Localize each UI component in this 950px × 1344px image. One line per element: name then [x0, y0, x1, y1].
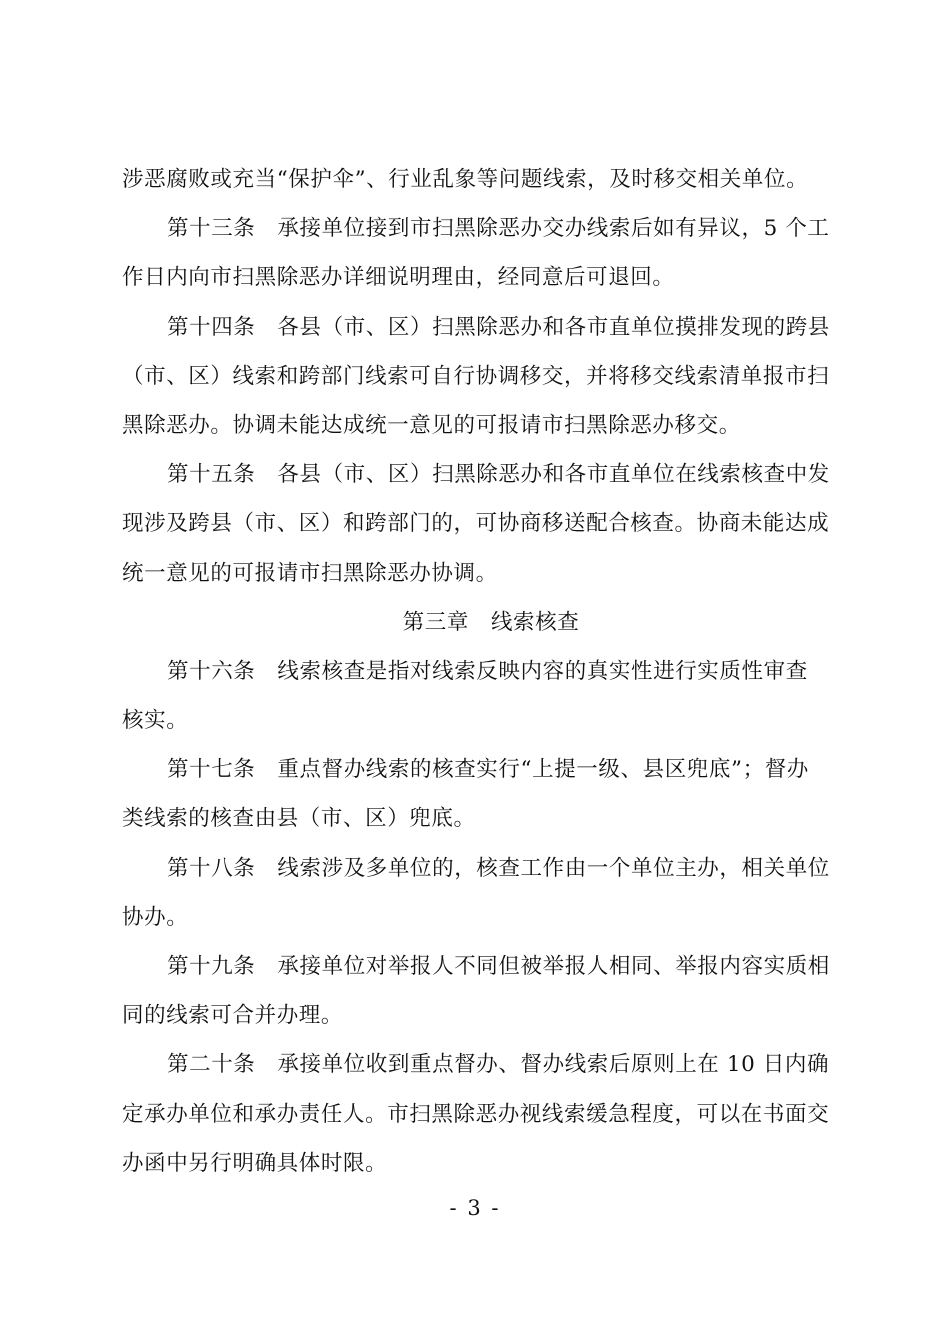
article-15-text: 各县（市、区）扫黑除恶办和各市直单位在线索核查中发 [277, 462, 830, 488]
article-19-line-2: 同的线索可合并办理。 [122, 1003, 344, 1029]
article-20-text: 承接单位收到重点督办、督办线索后原则上在 10 日内确 [277, 1052, 830, 1078]
article-14-text: 各县（市、区）扫黑除恶办和各市直单位摸排发现的跨县 [277, 314, 830, 340]
article-13-line-2: 作日内向市扫黑除恶办详细说明理由，经同意后可退回。 [122, 265, 675, 291]
article-20-line-3: 办函中另行明确具体时限。 [122, 1150, 388, 1176]
article-18-line-1 [122, 844, 832, 893]
article-19-text: 承接单位对举报人不同但被举报人相同、举报内容实质相 [277, 954, 830, 979]
article-17-text: 重点督办线索的核查实行“上提一级、县区兜底”；督办 [277, 757, 809, 783]
article-13-text: 承接单位接到市扫黑除恶办交办线索后如有异议，5 个工 [277, 216, 830, 242]
article-14-line-1 [122, 303, 832, 352]
article-16-label: 第十六条 [167, 658, 256, 684]
chapter-title: 线索核查 [490, 609, 580, 635]
article-15-line-2: 现涉及跨县（市、区）和跨部门的，可协商移送配合核查。协商未能达成 [122, 511, 830, 537]
article-15-line-3: 统一意见的可报请市扫黑除恶办协调。 [122, 560, 498, 586]
article-17-line-1 [122, 745, 832, 794]
article-14-line-2: （市、区）线索和跨部门线索可自行协调移交，并将移交线索清单报市扫 [122, 363, 830, 389]
chapter-heading [122, 598, 832, 647]
article-14-line-3: 黑除恶办。协调未能达成统一意见的可报请市扫黑除恶办移交。 [122, 412, 741, 438]
article-18-label: 第十八条 [167, 855, 256, 881]
article-19-label: 第十九条 [167, 954, 256, 979]
document-body [122, 155, 832, 1188]
article-13-line-1 [122, 204, 832, 253]
article-17-line-2: 类线索的核查由县（市、区）兜底。 [122, 806, 476, 832]
paragraph-continuation-line: 涉恶腐败或充当“保护伞”、行业乱象等问题线索，及时移交相关单位。 [122, 167, 809, 192]
article-16-line-1 [122, 647, 832, 696]
page-number: - 3 - [449, 1196, 501, 1220]
article-20-line-1 [122, 1040, 832, 1089]
article-16-text: 线索核查是指对线索反映内容的真实性进行实质性审查 [277, 658, 808, 684]
article-15-line-1 [122, 450, 832, 499]
article-20-line-2: 定承办单位和承办责任人。市扫黑除恶办视线索缓急程度，可以在书面交 [122, 1101, 830, 1127]
article-15-label: 第十五条 [167, 462, 256, 488]
article-19-line-1 [122, 942, 832, 991]
article-18-text: 线索涉及多单位的，核查工作由一个单位主办，相关单位 [277, 855, 830, 881]
article-16-line-2: 核实。 [122, 708, 189, 734]
chapter-number: 第三章 [402, 609, 469, 635]
article-20-label: 第二十条 [167, 1052, 256, 1078]
article-13-label: 第十三条 [167, 216, 256, 242]
article-18-line-2: 协办。 [122, 904, 189, 930]
article-17-label: 第十七条 [167, 757, 256, 783]
article-14-label: 第十四条 [167, 314, 256, 340]
